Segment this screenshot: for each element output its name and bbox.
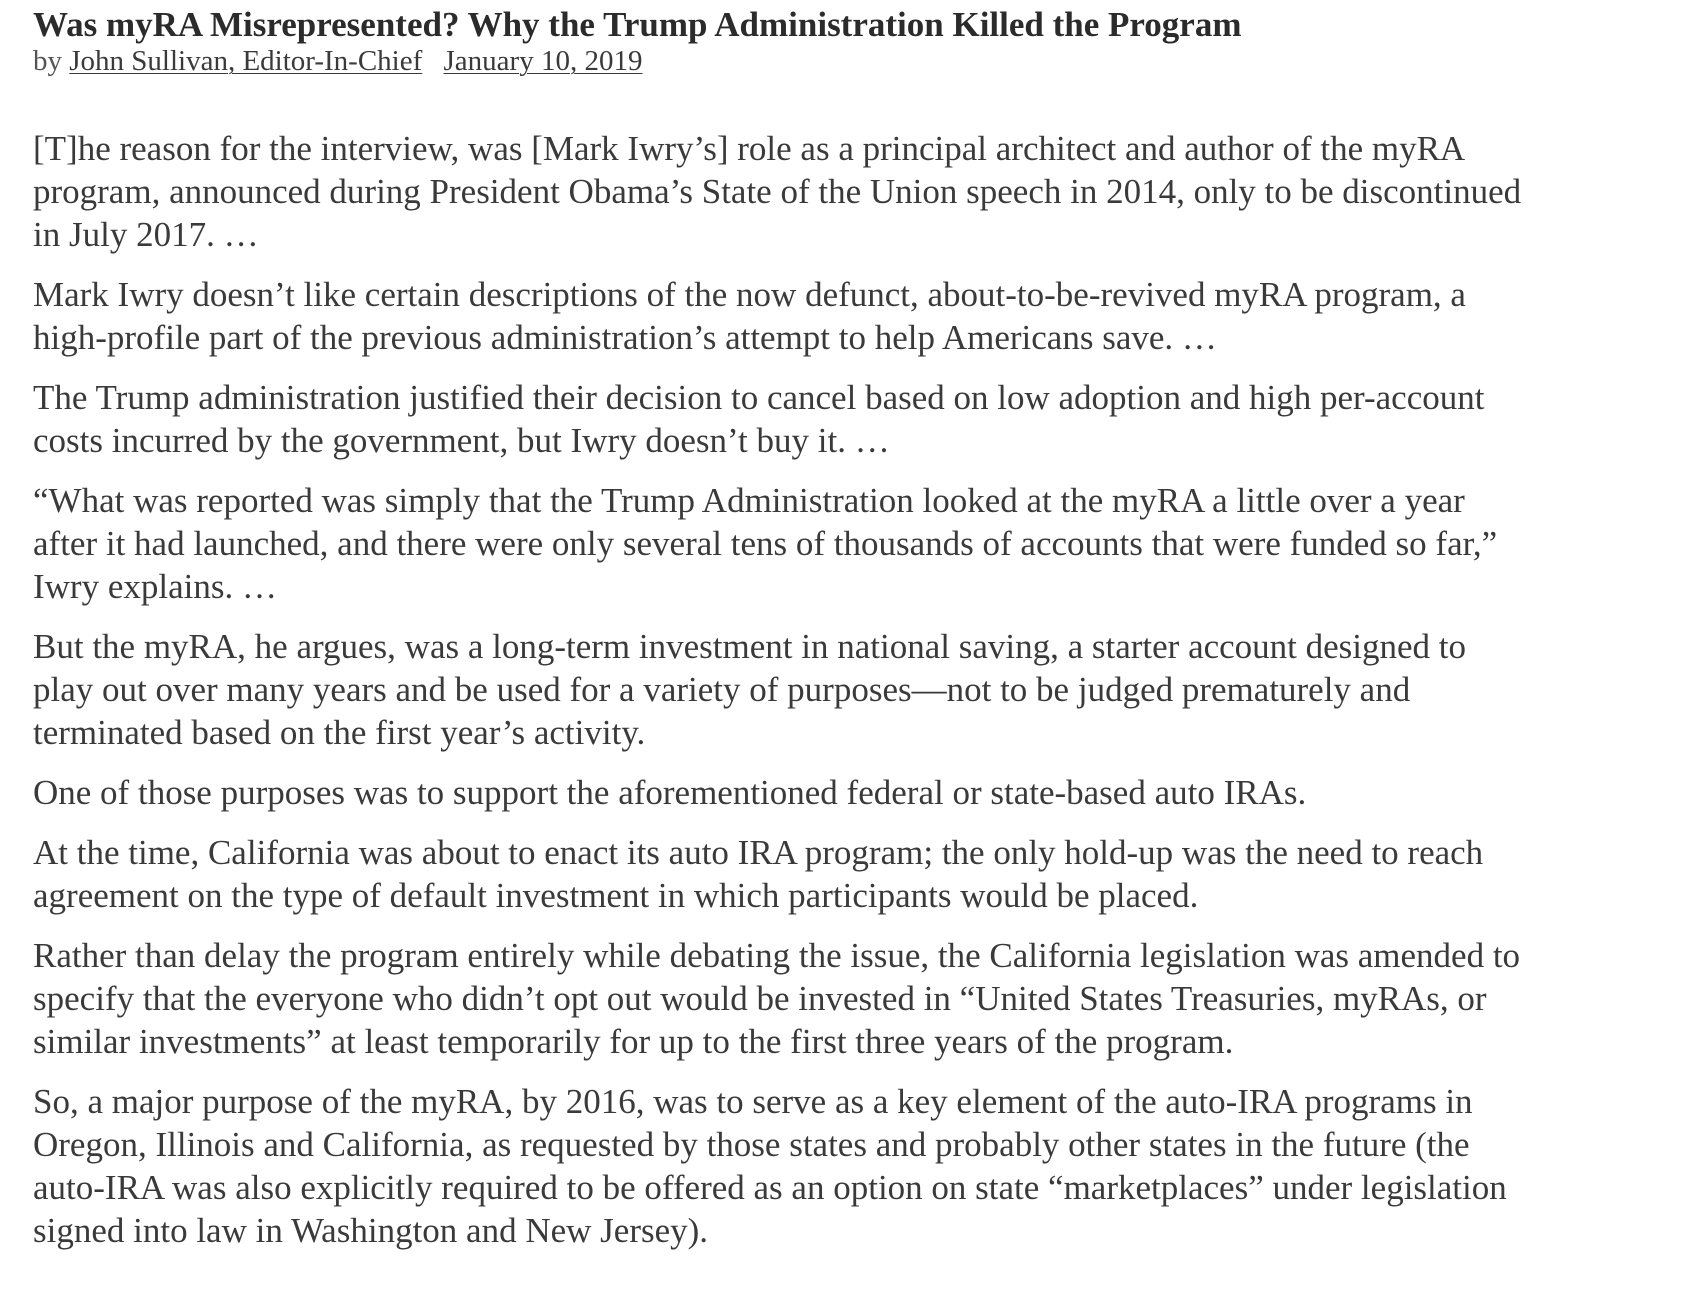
- paragraph: Rather than delay the program entirely while debating the issue, the California legislation was amended to specify that the everyone who didn’t opt out would be invested in “United States Treasuries, myRAs, or similar investments” at least temporarily for up to the first three years of the program.: [33, 936, 1521, 1061]
- byline: [33, 45, 1701, 77]
- paragraph: Mark Iwry doesn’t like certain descriptions of the now defunct, about-to-be-revived myRA program, a high-profile part of the previous administration’s attempt to help Americans save. …: [33, 275, 1466, 357]
- paragraph: The Trump administration justified their decision to cancel based on low adoption and high per-account costs incurred by the government, but Iwry doesn’t buy it. …: [33, 378, 1485, 460]
- byline-prefix: by: [33, 45, 62, 77]
- article-body: [33, 127, 1533, 1252]
- paragraph: But the myRA, he argues, was a long-term investment in national saving, a starter account designed to play out over many years and be used for a variety of purposes—not to be judged prematurely and terminated based on the first year’s activity.: [33, 627, 1467, 752]
- article-title: Was myRA Misrepresented? Why the Trump Administration Killed the Program: [33, 5, 1242, 44]
- paragraph: So, a major purpose of the myRA, by 2016, was to serve as a key element of the auto-IRA programs in Oregon, Illinois and California, as requested by those states and probably other states in the future (the auto-IRA was also explicitly required to be offered as an option on state “marketplaces” under legislation signed into law in Washington and New Jersey).: [33, 1082, 1507, 1250]
- paragraph: At the time, California was about to enact its auto IRA program; the only hold-up was the need to reach agreement on the type of default investment in which participants would be placed.: [33, 833, 1484, 915]
- paragraph: [T]he reason for the interview, was [Mark Iwry’s] role as a principal architect and author of the myRA program, announced during President Obama’s State of the Union speech in 2014, only to be discontinued in July 2017. …: [33, 129, 1522, 254]
- date-link[interactable]: January 10, 2019: [443, 45, 643, 77]
- paragraph: One of those purposes was to support the aforementioned federal or state-based auto IRAs.: [33, 773, 1307, 812]
- paragraph: “What was reported was simply that the Trump Administration looked at the myRA a little over a year after it had launched, and there were only several tens of thousands of accounts that were funded so far,” Iwry explains. …: [33, 481, 1498, 606]
- author-link[interactable]: John Sullivan, Editor-In-Chief: [69, 45, 423, 77]
